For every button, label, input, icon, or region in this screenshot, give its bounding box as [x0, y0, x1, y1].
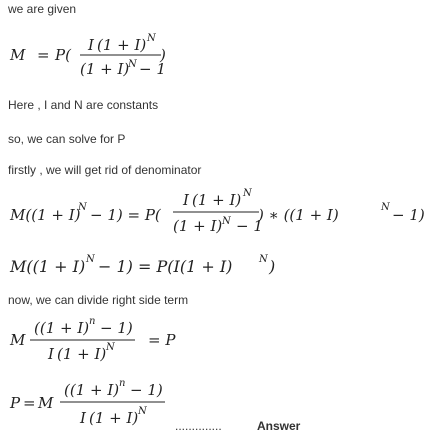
svg-text:= P: = P: [148, 331, 176, 349]
svg-text:M: M: [10, 46, 26, 64]
svg-text:N: N: [147, 33, 156, 44]
text-solve-for-p: so, we can solve for P: [8, 132, 126, 146]
equation-divided: [9, 316, 176, 363]
svg-text:P: P: [10, 394, 21, 412]
svg-text:n: n: [119, 378, 126, 389]
answer-label: Answer: [257, 419, 301, 433]
svg-text:N: N: [78, 202, 87, 213]
equation-answer: [9, 378, 301, 433]
text-divide-right-side: now, we can divide right side term: [8, 293, 189, 307]
svg-text:=: =: [37, 46, 50, 64]
svg-text:((1 + I): ((1 + I): [64, 381, 120, 399]
svg-text:M((1 + I): M((1 + I): [10, 206, 81, 224]
svg-text:M: M: [38, 394, 54, 412]
svg-text:I: I: [80, 409, 86, 427]
svg-text:M((1 + I): M((1 + I): [10, 257, 86, 276]
equation-simplified: [9, 254, 275, 276]
svg-text:N: N: [106, 342, 115, 353]
svg-text:− 1): − 1): [392, 206, 425, 224]
svg-text:− 1): − 1): [100, 319, 133, 337]
svg-text:P(: P(: [55, 46, 71, 64]
text-remove-denominator: firstly , we will get rid of denominator: [8, 163, 202, 177]
svg-text:I: I: [183, 191, 189, 209]
svg-text:− 1: − 1: [139, 60, 166, 78]
svg-text:N: N: [138, 406, 147, 417]
svg-text:N: N: [222, 216, 231, 227]
svg-text:((1 + I): ((1 + I): [34, 319, 90, 337]
svg-text:I: I: [88, 36, 94, 54]
svg-text:(1 + I): (1 + I): [80, 60, 130, 78]
svg-text:(1 + I): (1 + I): [192, 191, 242, 209]
svg-text:(1 + I): (1 + I): [89, 409, 139, 427]
svg-text:(1 + I): (1 + I): [57, 345, 107, 363]
svg-text:(1 + I): (1 + I): [97, 36, 147, 54]
svg-text:n: n: [89, 316, 96, 327]
svg-text:M: M: [10, 331, 26, 349]
svg-text:− 1): − 1): [130, 381, 163, 399]
svg-text:N: N: [86, 254, 95, 265]
svg-text:N: N: [259, 254, 268, 265]
svg-text:N: N: [128, 59, 137, 70]
svg-text:(1 + I): (1 + I): [173, 217, 223, 235]
svg-text:): ): [269, 257, 276, 276]
text-constants: Here , I and N are constants: [8, 98, 159, 112]
answer-dots: ..............: [175, 419, 222, 433]
svg-text:) ∗ ((1 + I): ) ∗ ((1 + I): [258, 206, 339, 224]
svg-text:N: N: [381, 202, 390, 213]
svg-text:I: I: [48, 345, 54, 363]
svg-text:− 1) = P(: − 1) = P(: [90, 206, 161, 224]
svg-text:N: N: [243, 188, 252, 199]
svg-text:− 1: − 1: [236, 217, 263, 235]
svg-text:− 1) = P(I(1 + I): − 1) = P(I(1 + I): [98, 257, 233, 276]
equation-given: [9, 33, 166, 78]
text-we-are-given: we are given: [8, 2, 77, 16]
equation-multiply: [9, 188, 425, 235]
svg-text:): ): [160, 46, 166, 64]
svg-text:=: =: [23, 394, 36, 412]
